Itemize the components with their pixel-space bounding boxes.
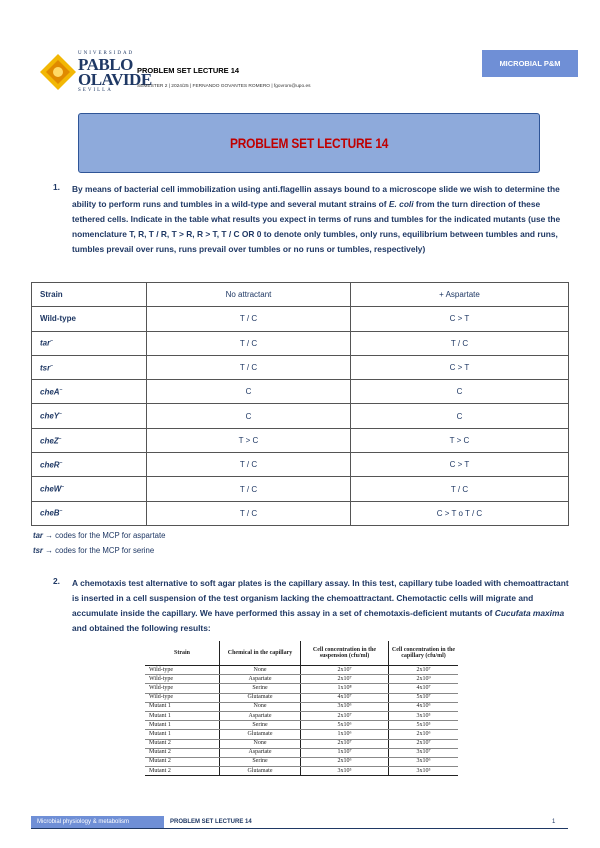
table-row [145,693,458,702]
capillary-cell: 2x10⁷ [389,666,459,675]
chemical-cell: None [220,666,301,675]
table-row [32,428,569,452]
question-1-text-part: By means of bacterial cell immobilization using anti.flagellin assays bound to a microscope slide we wish to determine the ability to perform runs and tumbles in a wild-type and several mutant strains of [72,184,560,209]
table-row [145,739,458,748]
logo-line1: UNIVERSIDAD [78,51,135,56]
chemical-cell: None [220,702,301,711]
aspartate-cell: C [351,404,569,428]
footer-course-label: Microbial physiology & metabolism [31,816,164,828]
strain-cell [32,307,147,331]
no-attractant-cell: C [147,380,351,404]
mutant-superscript: − [59,459,63,466]
note-gene: tar [33,531,43,540]
table-row [32,331,569,355]
header-subtitle: SEMESTER 2 | 2024/25 | FERNANDO GOVANTES ROMERO | fgovrom@upo.es [137,84,311,89]
chemical-cell: Glutamate [220,767,301,776]
suspension-cell: 2x10⁷ [301,711,389,720]
suspension-cell: 1x10⁸ [301,684,389,693]
capillary-cell: 2x10⁹ [389,675,459,684]
capillary-assay-table-body [145,666,458,776]
capillary-cell: 3x10⁷ [389,748,459,757]
page-number: 1 [552,819,556,825]
strain-cell [32,453,147,477]
aspartate-cell: C > T [351,307,569,331]
column-header-capillary: Cell concentration in the capillary (cfu/ml) [389,641,459,666]
question-1-organism: E. coli [388,199,414,209]
course-badge: MICROBIAL P&M [482,50,578,77]
aspartate-cell: C > T [351,453,569,477]
chemical-cell: Serine [220,721,301,730]
mutant-superscript: − [61,484,65,491]
note-gene: tsr [33,546,43,555]
table-row [145,721,458,730]
question-2-text [72,576,570,636]
suspension-cell: 3x10⁶ [301,702,389,711]
mutant-superscript: − [58,435,62,442]
suspension-cell: 2x10⁷ [301,675,389,684]
strain-name: Wild-type [40,314,76,324]
table-row [145,675,458,684]
mutant-superscript: − [50,338,54,345]
suspension-cell: 4x10⁷ [301,693,389,702]
table-row [145,666,458,675]
question-2-organism: Cucufata maxima [494,608,565,618]
strain-cell: Mutant 2 [145,757,220,766]
strain-cell: Mutant 1 [145,702,220,711]
logo-emblem-icon [38,52,78,92]
logo-line3: OLAVIDE [78,70,152,89]
mutant-superscript: − [59,508,63,515]
capillary-cell: 3x10⁶ [389,757,459,766]
suspension-cell: 3x10⁵ [301,767,389,776]
chemical-cell: Aspartate [220,711,301,720]
column-header-aspartate: + Aspartate [351,283,569,307]
table-row [32,501,569,525]
page-title: PROBLEM SET LECTURE 14 [229,135,389,151]
column-header-suspension: Cell concentration in the suspension (cfu/ml) [301,641,389,666]
logo-line4: SEVILLA [78,88,113,93]
table-row [145,730,458,739]
chemical-cell: Aspartate [220,675,301,684]
runs-tumbles-table [31,282,569,526]
title-box [78,113,540,173]
footer-divider [31,828,568,829]
strain-name: cheY [40,411,60,421]
note-tsr [33,546,154,555]
table-row [32,307,569,331]
capillary-cell: 5x10⁵ [389,721,459,730]
question-1-number: 1. [53,182,60,192]
strain-cell [32,404,147,428]
question-2-text-part: and obtained the following results: [72,623,211,633]
strain-name: tar [40,339,51,349]
note-tar [33,531,165,540]
strain-cell [32,355,147,379]
suspension-cell: 2x10⁶ [301,757,389,766]
aspartate-cell: C > T [351,355,569,379]
table-row [145,702,458,711]
strain-cell: Wild-type [145,684,220,693]
question-1-text [72,182,570,257]
question-1-text-part: from the turn direction of these tethered cells. Indicate in the table what results you expect in terms of runs and tumbles for the indicated mutants (use the nomenclature T, R, T / R, T > R, R > T, T / C OR 0 to denote only tumbles, only runs, equilibrium between tumbles and runs, tumbles prevail over runs, runs prevail over tumbles or no runs or tumbles, respectively) [72,199,561,254]
suspension-cell: 1x10⁶ [301,730,389,739]
aspartate-cell: C > T o T / C [351,501,569,525]
chemical-cell: Serine [220,757,301,766]
question-2-number: 2. [53,576,60,586]
aspartate-cell: T / C [351,331,569,355]
table-row [145,757,458,766]
strain-name: cheR [40,460,60,470]
capillary-cell: 4x10⁶ [389,702,459,711]
mutant-superscript: − [50,362,54,369]
column-header-strain: Strain [145,641,220,666]
table-row [32,380,569,404]
chemical-cell: None [220,739,301,748]
capillary-cell: 5x10⁷ [389,693,459,702]
capillary-cell: 2x10⁶ [389,730,459,739]
university-logo [38,50,152,94]
strain-cell [32,428,147,452]
strain-cell [32,380,147,404]
table-row [145,684,458,693]
capillary-cell: 3x10⁵ [389,711,459,720]
no-attractant-cell: T / C [147,331,351,355]
table-row [32,453,569,477]
strain-cell: Mutant 2 [145,739,220,748]
table-header-row [32,283,569,307]
table-row [145,711,458,720]
no-attractant-cell: C [147,404,351,428]
no-attractant-cell: T / C [147,501,351,525]
capillary-assay-table [145,641,458,776]
mutant-superscript: − [59,411,63,418]
chemical-cell: Glutamate [220,730,301,739]
no-attractant-cell: T / C [147,355,351,379]
table-row [32,355,569,379]
suspension-cell: 2x10⁷ [301,739,389,748]
column-header-chemical: Chemical in the capillary [220,641,301,666]
strain-cell: Mutant 1 [145,711,220,720]
strain-cell [32,331,147,355]
capillary-cell: 3x10⁵ [389,767,459,776]
suspension-cell: 5x10⁶ [301,721,389,730]
strain-cell: Mutant 2 [145,767,220,776]
strain-cell: Wild-type [145,693,220,702]
column-header-strain: Strain [32,283,147,307]
chemical-cell: Aspartate [220,748,301,757]
header-title: PROBLEM SET LECTURE 14 [137,66,240,75]
table-row [32,477,569,501]
strain-cell: Mutant 1 [145,721,220,730]
strain-name: cheB [40,509,60,519]
strain-cell: Mutant 2 [145,748,220,757]
strain-cell: Wild-type [145,666,220,675]
strain-cell: Mutant 1 [145,730,220,739]
strain-name: cheZ [40,436,59,446]
strain-cell: Wild-type [145,675,220,684]
table-row [145,767,458,776]
strain-cell [32,477,147,501]
strain-name: cheA [40,387,60,397]
suspension-cell: 1x10⁷ [301,748,389,757]
aspartate-cell: T > C [351,428,569,452]
capillary-cell: 4x10⁷ [389,684,459,693]
strain-name: cheW [40,484,62,494]
note-text: → codes for the MCP for serine [42,546,155,555]
table-header-row [145,641,458,666]
question-2-text-part: A chemotaxis test alternative to soft agar plates is the capillary assay. In this test, capillary tube loaded with chemoattractant is inserted in a cell suspension of the test organism lacking the chemoattractant. Chemotactic cells will migrate and accumulate inside the capillary. We have performed this assay in a set of chemotaxis-deficient mutants of [72,578,569,618]
aspartate-cell: C [351,380,569,404]
no-attractant-cell: T / C [147,307,351,331]
note-text: → codes for the MCP for aspartate [42,531,166,540]
chemical-cell: Serine [220,684,301,693]
no-attractant-cell: T / C [147,453,351,477]
chemical-cell: Glutamate [220,693,301,702]
footer-title: PROBLEM SET LECTURE 14 [170,819,252,825]
column-header-no-attractant: No attractant [147,283,351,307]
strain-cell [32,501,147,525]
no-attractant-cell: T / C [147,477,351,501]
mutant-superscript: − [59,387,63,393]
suspension-cell: 2x10⁷ [301,666,389,675]
aspartate-cell: T / C [351,477,569,501]
logo-line2: PABLO [78,55,133,74]
table-row [32,404,569,428]
capillary-cell: 2x10⁷ [389,739,459,748]
table-row [145,748,458,757]
no-attractant-cell: T > C [147,428,351,452]
strain-name: tsr [40,363,51,373]
runs-tumbles-table-body [32,307,569,526]
